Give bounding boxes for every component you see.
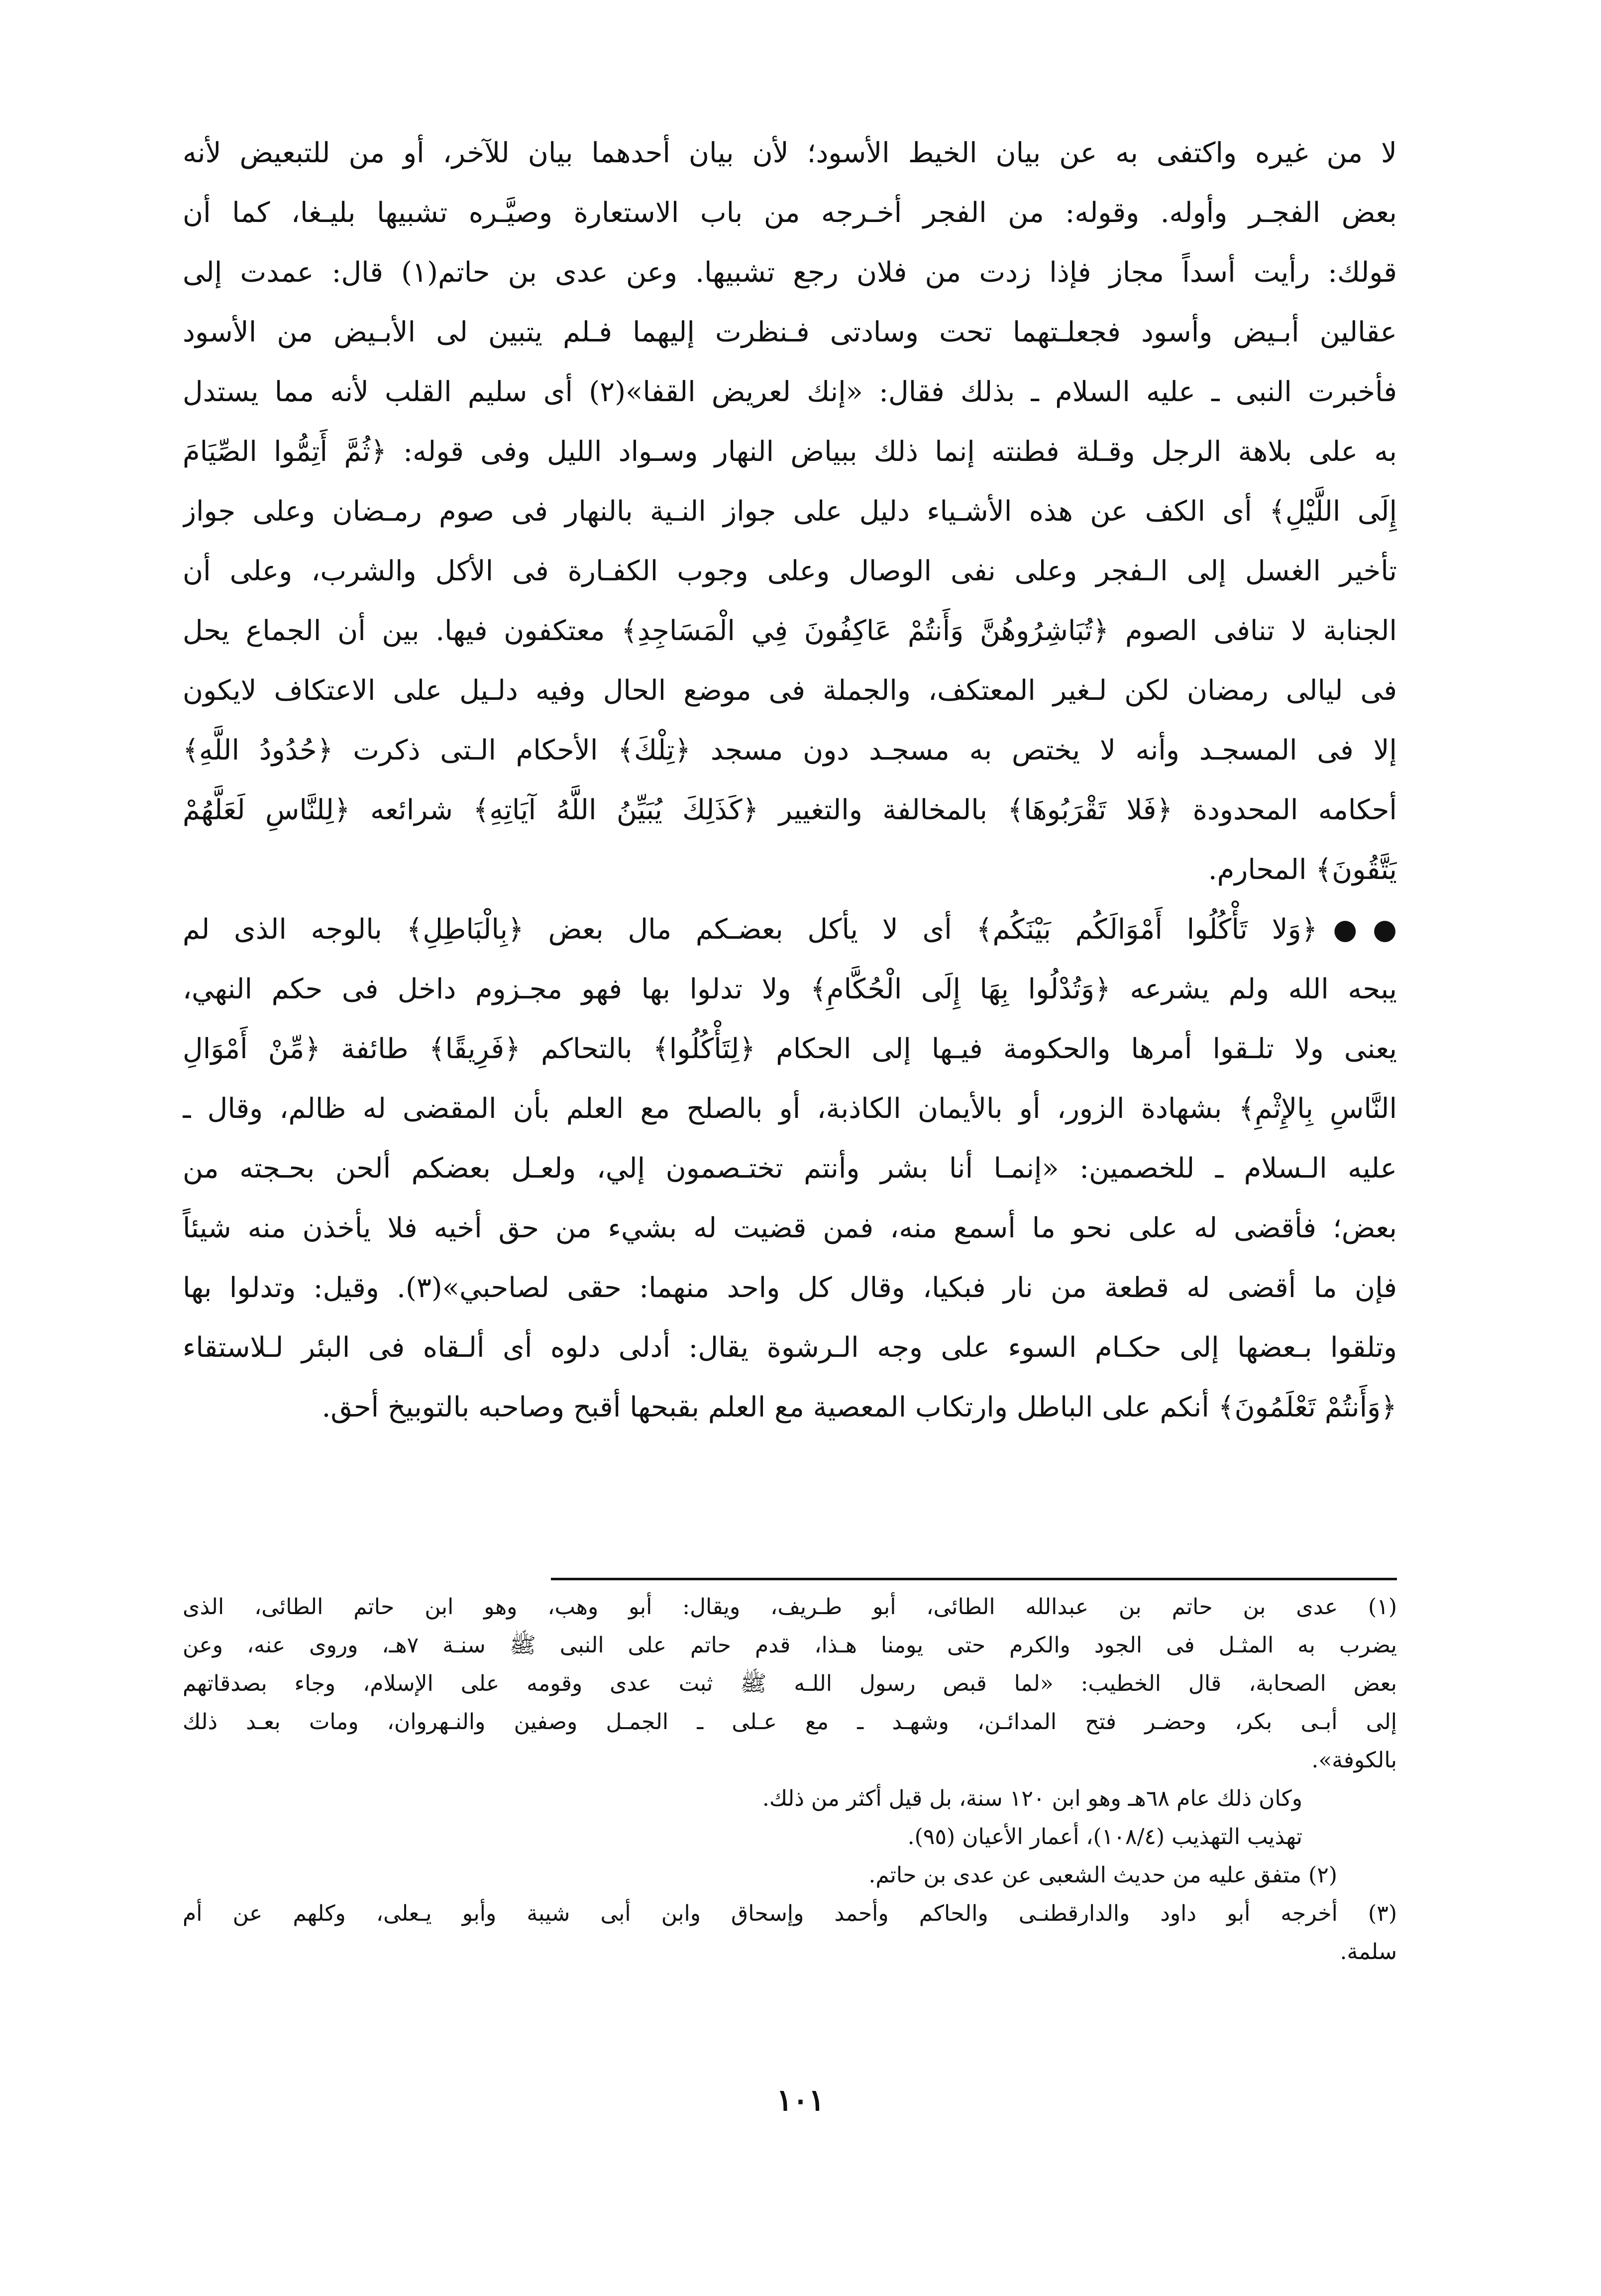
text-line: فى ليالى رمضان لكن لـغير المعتكف، والجملة فى موضع الحال وفيه دلـيل على الاعتكاف لايكون — [183, 674, 1397, 707]
text-line: بعض؛ فأقضى له على نحو ما أسمع منه، فمن قضيت له بشيء من حق أخيه فلا يأخذن منه شيئاً — [183, 1212, 1397, 1244]
text-line: تأخير الغسل إلى الـفجر وعلى نفى الوصال وعلى وجوب الكفـارة فى الأكل والشرب، وعلى أن — [183, 555, 1397, 587]
text-line: النَّاسِ بِالإِثْمِ﴾ بشهادة الزور، أو بالأيمان الكاذبة، أو بالصلح مع العلم بأن المقضى له ظالم، وقال ـ — [183, 1093, 1397, 1125]
footnote-line: وكان ذلك عام ٦٨هـ وهو ابن ١٢٠ سنة، بل قيل أكثر من ذلك. — [762, 1786, 1302, 1811]
text-line: لا من غيره واكتفى به عن بيان الخيط الأسود؛ لأن بيان أحدهما بيان للآخر، أو من للتبعيض لأنه — [183, 137, 1397, 169]
footnotes — [183, 1588, 1397, 1971]
text-line: يعنى ولا تلـقوا أمرها والحكومة فيـها إلى الحكام ﴿لِتَأْكُلُوا﴾ بالتحاكم ﴿فَرِيقًا﴾ طائفة ﴿مِّنْ أَمْوَالِ — [183, 1033, 1397, 1065]
page-number: ١٠١ — [776, 2083, 825, 2118]
text-line: ●●﴿وَلا تَأْكُلُوا أَمْوَالَكُم بَيْنَكُم﴾ أى لا يأكل بعضـكم مال بعض ﴿بِالْبَاطِلِ﴾ بالوجه الذى لم — [183, 913, 1397, 946]
text-line: فأخبرت النبى ـ عليه السلام ـ بذلك فقال: «إنك لعريض القفا»(٢) أى سليم القلب لأنه مما يستدل — [183, 376, 1397, 408]
text-line: به على بلاهة الرجل وقـلة فطنته إنما ذلك ببياض النهار وسـواد الليل وفى قوله: ﴿ثُمَّ أَتِمُّوا الصِّيَامَ — [183, 436, 1397, 468]
footnote-line: (٢) متفق عليه من حديث الشعبى عن عدى بن حاتم. — [868, 1862, 1337, 1888]
footnote-line: يضرب به المثـل فى الجود والكرم حتى يومنا هـذا، قدم حاتم على النبى ﷺ سنـة ٧هـ، وروى عنه، وعن — [183, 1633, 1397, 1658]
text-line: فإن ما أقضى له قطعة من نار فبكيا، وقال كل واحد منهما: حقى لصاحبي»(٣). وقيل: وتدلوا بها — [183, 1272, 1397, 1304]
text-line: ﴿وَأَنتُمْ تَعْلَمُونَ﴾ أنكم على الباطل وارتكاب المعصية مع العلم بقبحها أقبح وصاحبه بالتوبيخ أحق. — [321, 1391, 1397, 1423]
footnote-line: سلمة. — [1340, 1939, 1397, 1965]
text-line: أحكامه المحدودة ﴿فَلا تَقْرَبُوهَا﴾ بالمخالفة والتغيير ﴿كَذَلِكَ يُبَيِّنُ اللَّهُ آيَاتِهِ﴾ شرائعه ﴿لِلنَّاسِ لَعَلَّهُمْ — [183, 794, 1397, 826]
text-line: يَتَّقُونَ﴾ المحارم. — [1208, 854, 1397, 886]
text-line: عليه الـسلام ـ للخصمين: «إنمـا أنا بشر وأنتم تختـصمون إلي، ولعـل بعضكم ألحن بحـجته من — [183, 1152, 1397, 1185]
text-line: عقالين أبـيض وأسود فجعلـتهما تحت وسادتى فـنظرت إليهما فـلم يتبين لى الأبـيض من الأسود — [183, 316, 1397, 348]
footnote-line: تهذيب التهذيب (١٠٨/٤)، أعمار الأعيان (٩٥). — [907, 1824, 1302, 1850]
main-text — [183, 123, 1397, 1437]
footnote-line: (٣) أخرجه أبو داود والدارقطنـى والحاكم وأحمد وإسحاق وابن أبى شيبة وأبو يـعلى، وكلهم عن أم — [183, 1901, 1397, 1926]
text-line: إِلَى اللَّيْلِ﴾ أى الكف عن هذه الأشـياء دليل على جواز النـية بالنهار فى صوم رمـضان وعلى جواز — [183, 495, 1397, 528]
text-line: يبحه الله ولم يشرعه ﴿وَتُدْلُوا بِهَا إِلَى الْحُكَّامِ﴾ ولا تدلوا بها فهو مجـزوم داخل فى حكم النهي، — [183, 973, 1397, 1005]
footnote-divider — [551, 1578, 1397, 1580]
footnote-line: بالكوفة». — [1311, 1748, 1397, 1773]
text-line: وتلقوا بـعضها إلى حكـام السوء على وجه الـرشوة يقال: أدلى دلوه أى ألـقاه فى البئر لـلاستقاء — [183, 1331, 1397, 1364]
text-line: الجنابة لا تنافى الصوم ﴿تُبَاشِرُوهُنَّ وَأَنتُمْ عَاكِفُونَ فِي الْمَسَاجِدِ﴾ معتكفون فيها. بين أن الجماع يحل — [183, 615, 1397, 647]
footnote-line: بعض الصحابة، قال الخطيب: «لما قبص رسول اللـه ﷺ ثبت عدى وقومه على الإسلام، وجاء بصدقاتهم — [183, 1671, 1397, 1696]
footnote-line: (١) عدى بن حاتم بن عبدالله الطائى، أبو طـريف، ويقال: أبو وهب، وهو ابن حاتم الطائى، الذى — [183, 1594, 1397, 1620]
footnote-line: إلى أبـى بكر، وحضـر فتح المدائـن، وشهـد ـ مع عـلى ـ الجمـل وصفين والنـهروان، ومات بعـد ذلك — [183, 1709, 1397, 1735]
text-line: بعض الفجـر وأوله. وقوله: من الفجر أخـرجه من باب الاستعارة وصيَّـره تشبيها بليـغا، كما أن — [183, 197, 1397, 229]
text-line: إلا فى المسجـد وأنه لا يختص به مسجـد دون مسجد ﴿تِلْكَ﴾ الأحكام الـتى ذكرت ﴿حُدُودُ اللَّهِ﴾ — [183, 734, 1397, 766]
text-line: قولك: رأيت أسداً مجاز فإذا زدت من فلان رجع تشبيها. وعن عدى بن حاتم(١) قال: عمدت إلى — [183, 256, 1397, 289]
